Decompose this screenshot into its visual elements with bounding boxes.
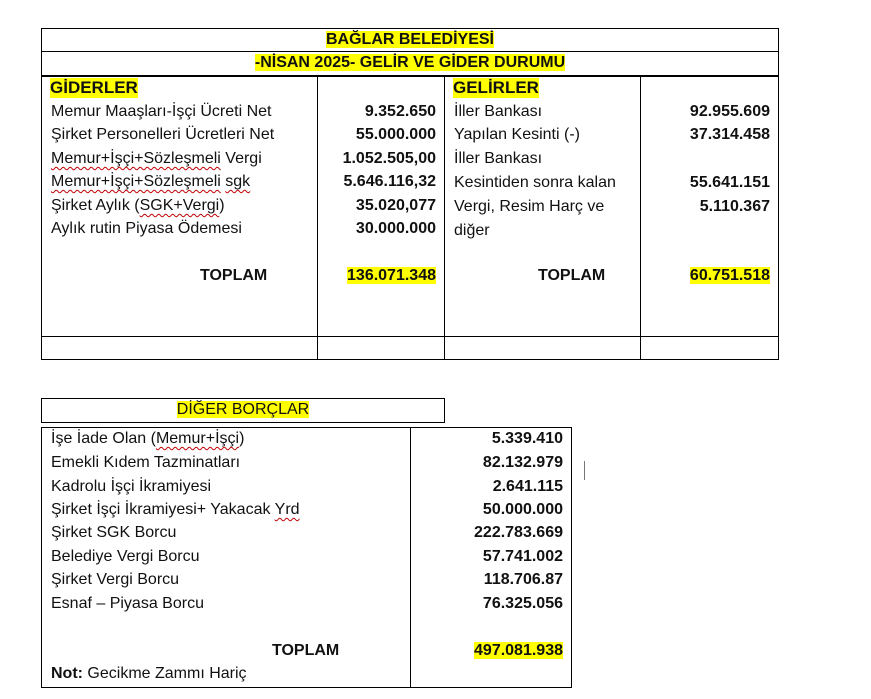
borc-label-part: İşe İade Olan ( (51, 430, 156, 447)
borc-label (51, 500, 300, 520)
borc-table-border-bottom (41, 687, 572, 688)
borc-label: Emekli Kıdem Tazminatları (51, 454, 241, 471)
borc-label: Şirket SGK Borcu (51, 524, 177, 541)
borc-table-border-left (41, 427, 42, 688)
gelir-value: 37.314.458 (689, 126, 770, 143)
borc-table-border-right (571, 427, 572, 688)
gider-label: Memur Maaşları-İşçi Ücreti Net (51, 103, 272, 120)
gider-label-part: Memur+İşçi+Sözleşmeli (51, 150, 221, 167)
gider-label-part: Vergi (220, 150, 262, 167)
note (51, 664, 247, 684)
borc-label-part: ) (239, 430, 245, 447)
borc-label: Belediye Vergi Borcu (51, 548, 200, 565)
gider-label-part: Memur+İşçi+Sözleşmeli (51, 173, 221, 190)
giderler-heading: GİDERLER (50, 78, 138, 97)
gelirler-heading: GELİRLER (453, 78, 539, 97)
borc-table-col-divider (410, 427, 411, 688)
gelir-value: 92.955.609 (689, 103, 770, 120)
borc-value: 118.706.87 (483, 571, 563, 588)
table-border-right (778, 28, 779, 360)
borc-total-cell (413, 641, 563, 661)
borc-value: 2.641.115 (492, 478, 563, 495)
gider-value: 1.052.505,00 (342, 150, 436, 167)
borc-value: 5.339.410 (491, 430, 563, 447)
borc-value: 222.783.669 (474, 524, 563, 541)
borc-value: 76.325.056 (482, 595, 563, 612)
giderler-total-cell (320, 266, 436, 286)
borc-label: Esnaf – Piyasa Borcu (51, 595, 204, 612)
table-col-divider-1 (317, 76, 318, 360)
borc-table-border-top (41, 427, 572, 428)
gelir-label: İller Bankası (454, 150, 543, 167)
note-text: Gecikme Zammı Hariç (82, 665, 247, 682)
gider-label (51, 149, 262, 169)
borc-value: 57.741.002 (482, 548, 563, 565)
borc-value: 82.132.979 (482, 454, 563, 471)
borc-label-part: Yrd (274, 501, 300, 518)
table-border-top (41, 28, 779, 29)
gider-value: 30.000.000 (355, 220, 436, 237)
gelir-label: Vergi, Resim Harç ve (454, 198, 605, 215)
table-col-divider-3 (640, 76, 641, 360)
giderler-total-value: 136.071.348 (347, 267, 436, 284)
note-label: Not: (51, 665, 83, 682)
text-cursor (584, 461, 585, 480)
gelirler-total-value: 60.751.518 (689, 267, 770, 284)
diger-borclar-header-cell (41, 400, 445, 420)
gelir-label: Kesintiden sonra kalan (454, 174, 616, 191)
gider-label (51, 172, 250, 192)
borc-label: Kadrolu İşçi İkramiyesi (51, 478, 212, 495)
gelir-label: İller Bankası (454, 103, 543, 120)
gider-label-part: ) (219, 197, 225, 214)
gider-value: 5.646.116,32 (343, 173, 436, 190)
borc-label: Şirket Vergi Borcu (51, 571, 180, 588)
table-border-subtitle (41, 75, 779, 77)
borc-label-part: Memur+İşçi (155, 430, 240, 447)
giderler-total-label: TOPLAM (200, 267, 268, 284)
table-border-bottom (41, 359, 779, 360)
gelirler-total-label: TOPLAM (538, 267, 606, 284)
gelir-value: 55.641.151 (689, 174, 770, 191)
gider-value: 9.352.650 (364, 103, 436, 120)
borc-label (51, 429, 244, 449)
title-cell (41, 30, 779, 50)
borc-total-value: 497.081.938 (474, 642, 563, 659)
gider-label: Aylık rutin Piyasa Ödemesi (51, 220, 242, 237)
gider-value: 35.020,077 (355, 197, 436, 214)
gelir-label: Yapılan Kesinti (-) (454, 126, 580, 143)
gider-label: Şirket Personelleri Ücretleri Net (51, 126, 275, 143)
table-border-left (41, 28, 42, 360)
gelirler-total-cell (645, 266, 770, 286)
gelir-label: diğer (454, 222, 490, 239)
gider-value: 55.000.000 (355, 126, 436, 143)
diger-borclar-heading: DİĞER BORÇLAR (176, 401, 310, 418)
gelir-value: 5.110.367 (699, 198, 770, 215)
page-subtitle: -NİSAN 2025- GELİR VE GİDER DURUMU (254, 54, 566, 71)
gider-label-part: Şirket Aylık ( (51, 197, 140, 214)
gider-label-part: SGK+Vergi (139, 197, 220, 214)
borc-value: 50.000.000 (482, 501, 563, 518)
subtitle-cell (41, 53, 779, 73)
borc-total-label: TOPLAM (272, 642, 340, 659)
table-border-title (41, 51, 779, 52)
table-border-body-bottom (41, 336, 779, 337)
gider-label-part: sgk (225, 173, 251, 190)
gider-label (51, 196, 225, 216)
table-col-divider-2 (444, 76, 445, 360)
borc-label-part: Şirket İşçi İkramiyesi+ Yakacak (51, 501, 275, 518)
page-title: BAĞLAR BELEDİYESİ (325, 31, 494, 48)
